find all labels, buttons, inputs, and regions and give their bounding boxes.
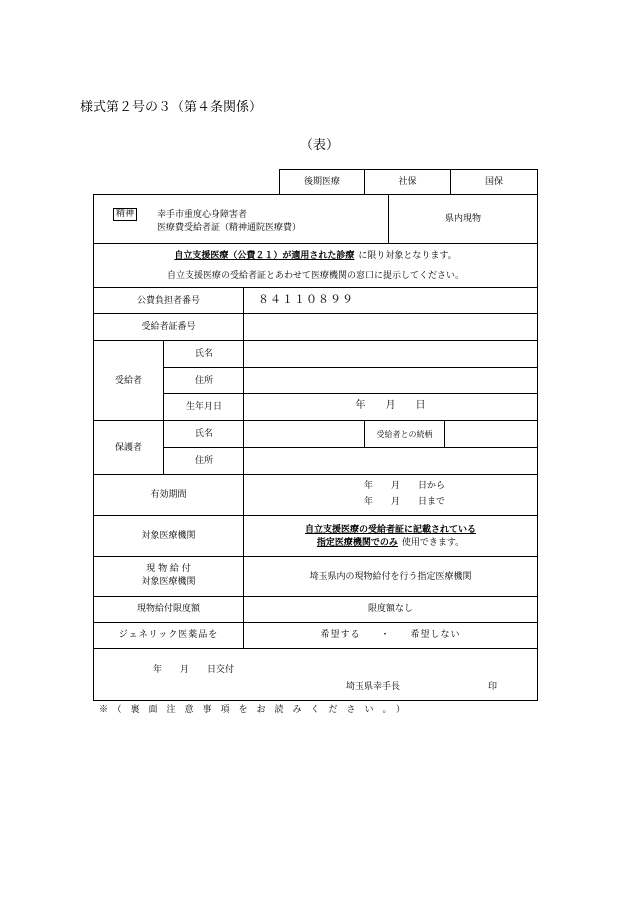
recipient-birthdate-label: 生年月日 (186, 402, 223, 412)
recipient-number-label: 受給者証番号 (141, 322, 196, 332)
issuer-line-1: 幸手市重度心身障害者 (157, 210, 248, 220)
guardian-label: 保護者 (114, 443, 142, 453)
guardian-name-label: 氏名 (195, 429, 214, 439)
mental-badge: 精神 (113, 208, 137, 221)
target-institution-emphasis: 指定医療機関でのみ (316, 538, 398, 548)
notice-line-1-rest: に限り対象となります。 (358, 251, 457, 261)
target-institution-rest: 使用できます。 (401, 538, 465, 548)
payer-number-label: 公費負担者番号 (136, 296, 200, 306)
payer-number-value: ８４１１０８９９ (258, 293, 354, 306)
validity-to: 年 月 日まで (364, 497, 446, 507)
target-institution-line-1: 自立支援医療の受給者証に記載されている (304, 525, 476, 535)
guardian-address-label: 住所 (195, 456, 214, 466)
notice-line-2: 自立支援医療の受給者証とあわせて医療機関の窓口に提示してください。 (166, 271, 464, 281)
insurance-type-kouki: 後期医療 (303, 177, 340, 187)
recipient-name-label: 氏名 (195, 349, 214, 359)
limit-value: 限度額なし (367, 604, 413, 614)
notice-line-1-emphasis: 自立支援医療（公費２１）が適用された診療 (174, 251, 355, 261)
recipient-label: 受給者 (114, 376, 142, 386)
in-kind-badge: 県内現物 (444, 214, 481, 224)
back-note: ※ （ 裏 面 注 意 事 項 を お 読 み く だ さ い 。 ） (99, 705, 406, 715)
validity-from: 年 月 日から (364, 481, 446, 491)
side-label: （表） (300, 138, 340, 153)
generic-options: 希望する ・ 希望しない (320, 630, 461, 640)
target-institution-label: 対象医療機関 (141, 531, 196, 541)
issue-date: 年 月 日交付 (153, 665, 235, 675)
in-kind-label-line-1: 現 物 給 付 (146, 564, 191, 574)
in-kind-value: 埼玉県内の現物給付を行う指定医療機関 (309, 572, 472, 582)
seal-mark: 印 (488, 682, 498, 692)
issuer-line-2: 医療費受給者証（精神通院医療費） (157, 223, 302, 233)
form-number: 様式第２号の３（第４条関係） (80, 100, 263, 115)
insurance-type-shaho: 社保 (398, 177, 417, 187)
issuer-name: 埼玉県幸手長 (346, 682, 401, 692)
recipient-birthdate-value: 年 月 日 (355, 400, 426, 411)
limit-label: 現物給付限度額 (136, 604, 200, 614)
generic-label: ジェネリック医薬品を (118, 630, 219, 640)
in-kind-label-line-2: 対象医療機関 (141, 577, 196, 587)
recipient-address-label: 住所 (195, 376, 214, 386)
validity-label: 有効期間 (150, 490, 187, 500)
notice-line-1 (94, 250, 537, 262)
insurance-type-kokuho: 国保 (484, 177, 503, 187)
relationship-label: 受給者との続柄 (376, 430, 433, 439)
target-institution-line-2 (244, 537, 537, 549)
